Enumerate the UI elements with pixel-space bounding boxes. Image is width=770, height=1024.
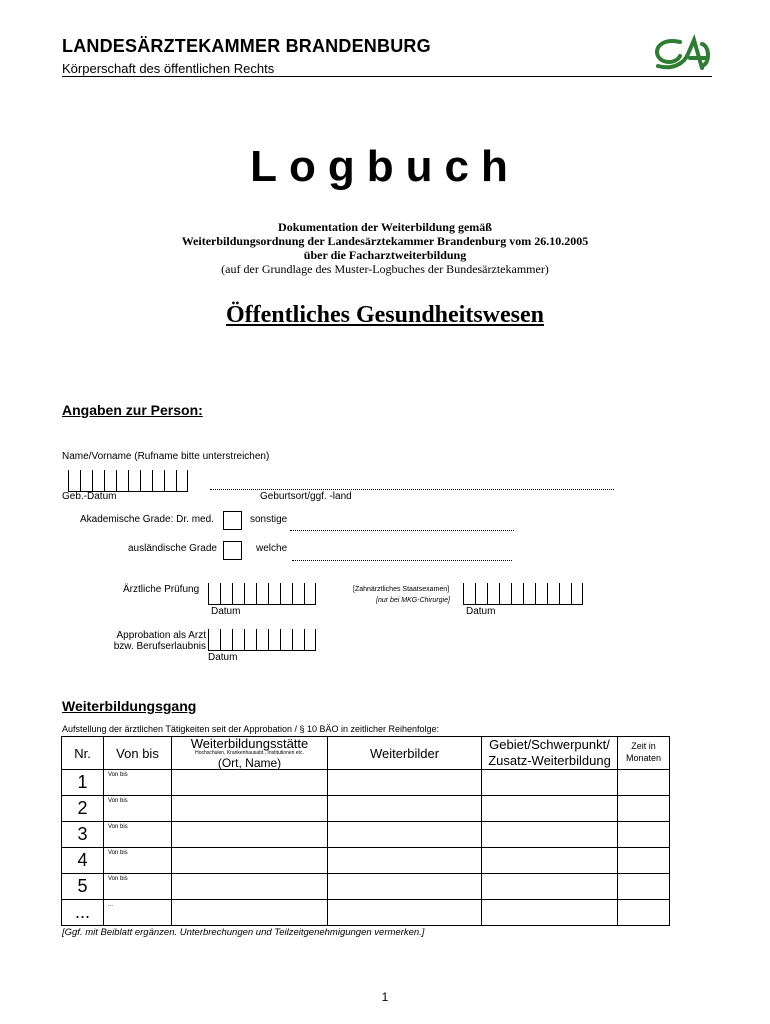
row-period[interactable]: Von bis xyxy=(104,822,172,848)
row-time[interactable] xyxy=(618,822,670,848)
lakb-logo-icon xyxy=(650,34,712,74)
row-site[interactable] xyxy=(172,796,328,822)
row-site[interactable] xyxy=(172,770,328,796)
row-field[interactable] xyxy=(482,874,618,900)
row-field[interactable] xyxy=(482,900,618,926)
row-field[interactable] xyxy=(482,848,618,874)
birthdate-field[interactable] xyxy=(68,470,188,492)
row-time[interactable] xyxy=(618,796,670,822)
col-time xyxy=(618,737,670,770)
row-time[interactable] xyxy=(618,874,670,900)
table-row xyxy=(62,848,670,874)
document-title: Logbuch xyxy=(250,142,520,191)
exam-date-label: Datum xyxy=(211,606,241,617)
row-trainer[interactable] xyxy=(328,900,482,926)
title-line-1: Dokumentation der Weiterbildung gemäß xyxy=(278,220,492,234)
dental-exam-note: [nur bei MKG-Chirurgie] xyxy=(376,597,450,604)
row-number: 3 xyxy=(62,822,104,848)
col-nr: Nr. xyxy=(62,737,104,770)
row-field[interactable] xyxy=(482,796,618,822)
foreign-which-label: welche xyxy=(256,543,288,554)
birthdate-label: Geb.-Datum xyxy=(62,491,117,502)
dental-exam-label: [Zahnärztliches Staatsexamen] xyxy=(353,586,450,593)
approbation-label-2: bzw. Berufserlaubnis xyxy=(113,641,206,652)
row-trainer[interactable] xyxy=(328,796,482,822)
row-site[interactable] xyxy=(172,900,328,926)
col-trainer: Weiterbilder xyxy=(328,737,482,770)
career-heading: Weiterbildungsgang xyxy=(62,698,197,714)
specialty-title: Öffentliches Gesundheitswesen xyxy=(226,302,544,328)
birthplace-label: Geburtsort/ggf. -land xyxy=(260,491,352,502)
dental-exam-date-label: Datum xyxy=(466,606,496,617)
col-time-line-2: Monaten xyxy=(625,753,662,763)
row-field[interactable] xyxy=(482,822,618,848)
row-time[interactable] xyxy=(618,900,670,926)
exam-label: Ärztliche Prüfung xyxy=(123,584,200,595)
col-time-line-1: Zeit in xyxy=(631,741,656,752)
row-site[interactable] xyxy=(172,874,328,900)
row-number: 5 xyxy=(62,874,104,900)
degree-label: Akademische Grade: Dr. med. xyxy=(80,514,214,525)
exam-date-field[interactable] xyxy=(208,583,316,605)
header-divider xyxy=(62,76,712,77)
row-time[interactable] xyxy=(618,770,670,796)
degree-other-field[interactable] xyxy=(290,530,514,531)
row-number: 4 xyxy=(62,848,104,874)
table-header-row xyxy=(62,737,670,770)
row-number: ... xyxy=(62,900,104,926)
foreign-degree-checkbox[interactable] xyxy=(223,541,242,560)
table-row xyxy=(62,770,670,796)
title-line-3: über die Facharztweiterbildung xyxy=(303,248,467,262)
col-site-title: Weiterbildungsstätte xyxy=(190,736,309,751)
row-time[interactable] xyxy=(618,848,670,874)
row-field[interactable] xyxy=(482,770,618,796)
row-period[interactable]: Von bis xyxy=(104,874,172,900)
career-footnote: [Ggf. mit Beiblatt ergänzen. Unterbrechungen und Teilzeitgenehmigungen vermerken.] xyxy=(62,927,425,938)
organization-subtitle: Körperschaft des öffentlichen Rechts xyxy=(62,61,275,76)
foreign-degree-label: ausländische Grade xyxy=(128,543,217,554)
degree-other-label: sonstige xyxy=(250,514,288,525)
organization-name: LANDESÄRZTEKAMMER BRANDENBURG xyxy=(62,36,431,56)
career-intro: Aufstellung der ärztlichen Tätigkeiten seit der Approbation / § 10 BÄO in zeitlicher Reihenfolge: xyxy=(62,724,440,734)
row-site[interactable] xyxy=(172,848,328,874)
col-field-line-2: Zusatz-Weiterbildung xyxy=(488,753,611,768)
table-row xyxy=(62,822,670,848)
table-row xyxy=(62,874,670,900)
dr-med-checkbox[interactable] xyxy=(223,511,242,530)
col-period: Von bis xyxy=(104,737,172,770)
col-field xyxy=(482,737,618,770)
title-line-2: Weiterbildungsordnung der Landesärztekammer Brandenburg vom 26.10.2005 xyxy=(181,234,589,248)
row-trainer[interactable] xyxy=(328,822,482,848)
foreign-which-field[interactable] xyxy=(292,560,512,561)
row-trainer[interactable] xyxy=(328,874,482,900)
col-site-sub: (Ort, Name) xyxy=(217,756,282,770)
dental-exam-date-field[interactable] xyxy=(463,583,583,605)
approbation-date-label: Datum xyxy=(208,652,238,663)
person-heading: Angaben zur Person: xyxy=(62,402,203,418)
career-table xyxy=(61,736,670,926)
row-period[interactable]: Von bis xyxy=(104,848,172,874)
col-field-line-1: Gebiet/Schwerpunkt/ xyxy=(489,737,610,753)
approbation-date-field[interactable] xyxy=(208,629,316,651)
page-number: 1 xyxy=(381,990,389,1004)
birthplace-field[interactable] xyxy=(210,489,614,490)
row-trainer[interactable] xyxy=(328,848,482,874)
col-site xyxy=(172,737,328,770)
table-row xyxy=(62,796,670,822)
col-site-hint: Hochschulen, Krankenhausabt., Institutionen etc. xyxy=(195,750,304,756)
row-trainer[interactable] xyxy=(328,770,482,796)
row-number: 2 xyxy=(62,796,104,822)
approbation-label-1: Approbation als Arzt xyxy=(116,630,206,641)
row-period[interactable]: ... xyxy=(104,900,172,926)
name-label: Name/Vorname (Rufname bitte unterstreichen) xyxy=(62,451,270,462)
row-site[interactable] xyxy=(172,822,328,848)
row-number: 1 xyxy=(62,770,104,796)
title-line-4: (auf der Grundlage des Muster-Logbuches der Bundesärztekammer) xyxy=(221,262,549,276)
row-period[interactable]: Von bis xyxy=(104,770,172,796)
row-period[interactable]: Von bis xyxy=(104,796,172,822)
table-row xyxy=(62,900,670,926)
